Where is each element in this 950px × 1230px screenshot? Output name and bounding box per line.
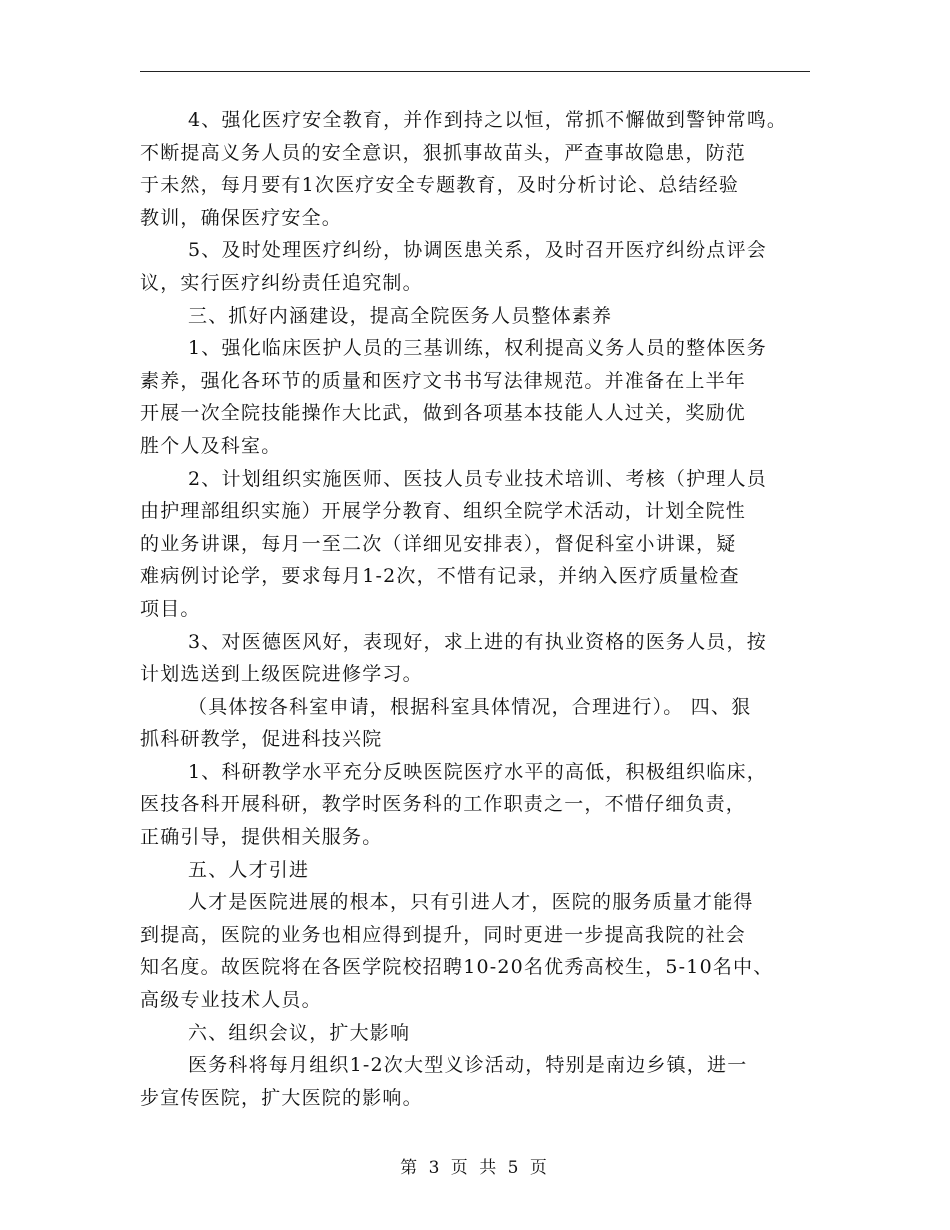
paragraph-line: 3、对医德医风好，表现好，求上进的有执业资格的医务人员，按 [188,630,767,653]
paragraph-line: 医务科将每月组织1-2次大型义诊活动，特别是南边乡镇，进一 [188,1054,748,1077]
document-body [140,104,820,1114]
paragraph-line: 医技各科开展科研，教学时医务科的工作职责之一，不惜仔细负责， [140,793,747,816]
paragraph-line: 教训，确保医疗安全。 [140,206,343,229]
paragraph-line: 到提高，医院的业务也相应得到提升，同时更进一步提高我院的社会 [140,923,747,946]
paragraph-line: 知名度。故医院将在各医学院校招聘10-20名优秀高校生，5-10名中、 [140,956,774,979]
paragraph-line: 的业务讲课，每月一至二次（详细见安排表），督促科室小讲课，疑 [140,532,737,555]
paragraph-line: 开展一次全院技能操作大比武，做到各项基本技能人人过关，奖励优 [140,402,747,425]
page-number: 第 3 页 共 5 页 [400,1158,550,1178]
paragraph-line: 2、计划组织实施医师、医技人员专业技术培训、考核（护理人员 [188,467,767,490]
paragraph-line: 5、及时处理医疗纠纷，协调医患关系，及时召开医疗纠纷点评会 [188,239,767,262]
paragraph-line: 议，实行医疗纠纷责任追究制。 [140,271,423,294]
paragraph-line: 高级专业技术人员。 [140,989,322,1012]
header-rule [140,71,810,72]
paragraph-line: 不断提高义务人员的安全意识，狠抓事故苗头，严查事故隐患，防范 [140,141,747,164]
paragraph-line: （具体按各科室申请，根据科室具体情况，合理进行）。 四、狠 [188,695,752,718]
paragraph-line: 难病例讨论学，要求每月1-2次，不惜有记录，并纳入医疗质量检查 [140,565,740,588]
paragraph-line: 步宣传医院，扩大医院的影响。 [140,1086,423,1109]
paragraph-line: 素养，强化各环节的质量和医疗文书书写法律规范。并准备在上半年 [140,369,747,392]
paragraph-line: 由护理部组织实施）开展学分教育、组织全院学术活动，计划全院性 [140,500,747,523]
section-heading: 六、组织会议，扩大影响 [188,1021,411,1044]
paragraph-line: 4、强化医疗安全教育，并作到持之以恒，常抓不懈做到警钟常鸣。 [188,109,788,131]
paragraph-line: 1、强化临床医护人员的三基训练，权利提高义务人员的整体医务 [188,337,767,360]
paragraph-line: 1、科研教学水平充分反映医院医疗水平的高低，积极组织临床， [188,760,767,783]
paragraph-line: 胜个人及科室。 [140,434,282,457]
paragraph-line: 人才是医院进展的根本，只有引进人才，医院的服务质量才能得 [188,891,754,914]
paragraph-line: 计划选送到上级医院进修学习。 [140,663,423,686]
section-heading: 三、抓好内涵建设，提高全院医务人员整体素养 [188,304,613,327]
paragraph-line: 正确引导，提供相关服务。 [140,826,383,849]
paragraph-line: 于未然，每月要有1次医疗安全专题教育，及时分析讨论、总结经验 [140,174,740,197]
paragraph-line: 抓科研教学，促进科技兴院 [140,728,383,751]
section-heading: 五、人才引进 [188,858,310,881]
paragraph-line: 项目。 [140,597,201,620]
